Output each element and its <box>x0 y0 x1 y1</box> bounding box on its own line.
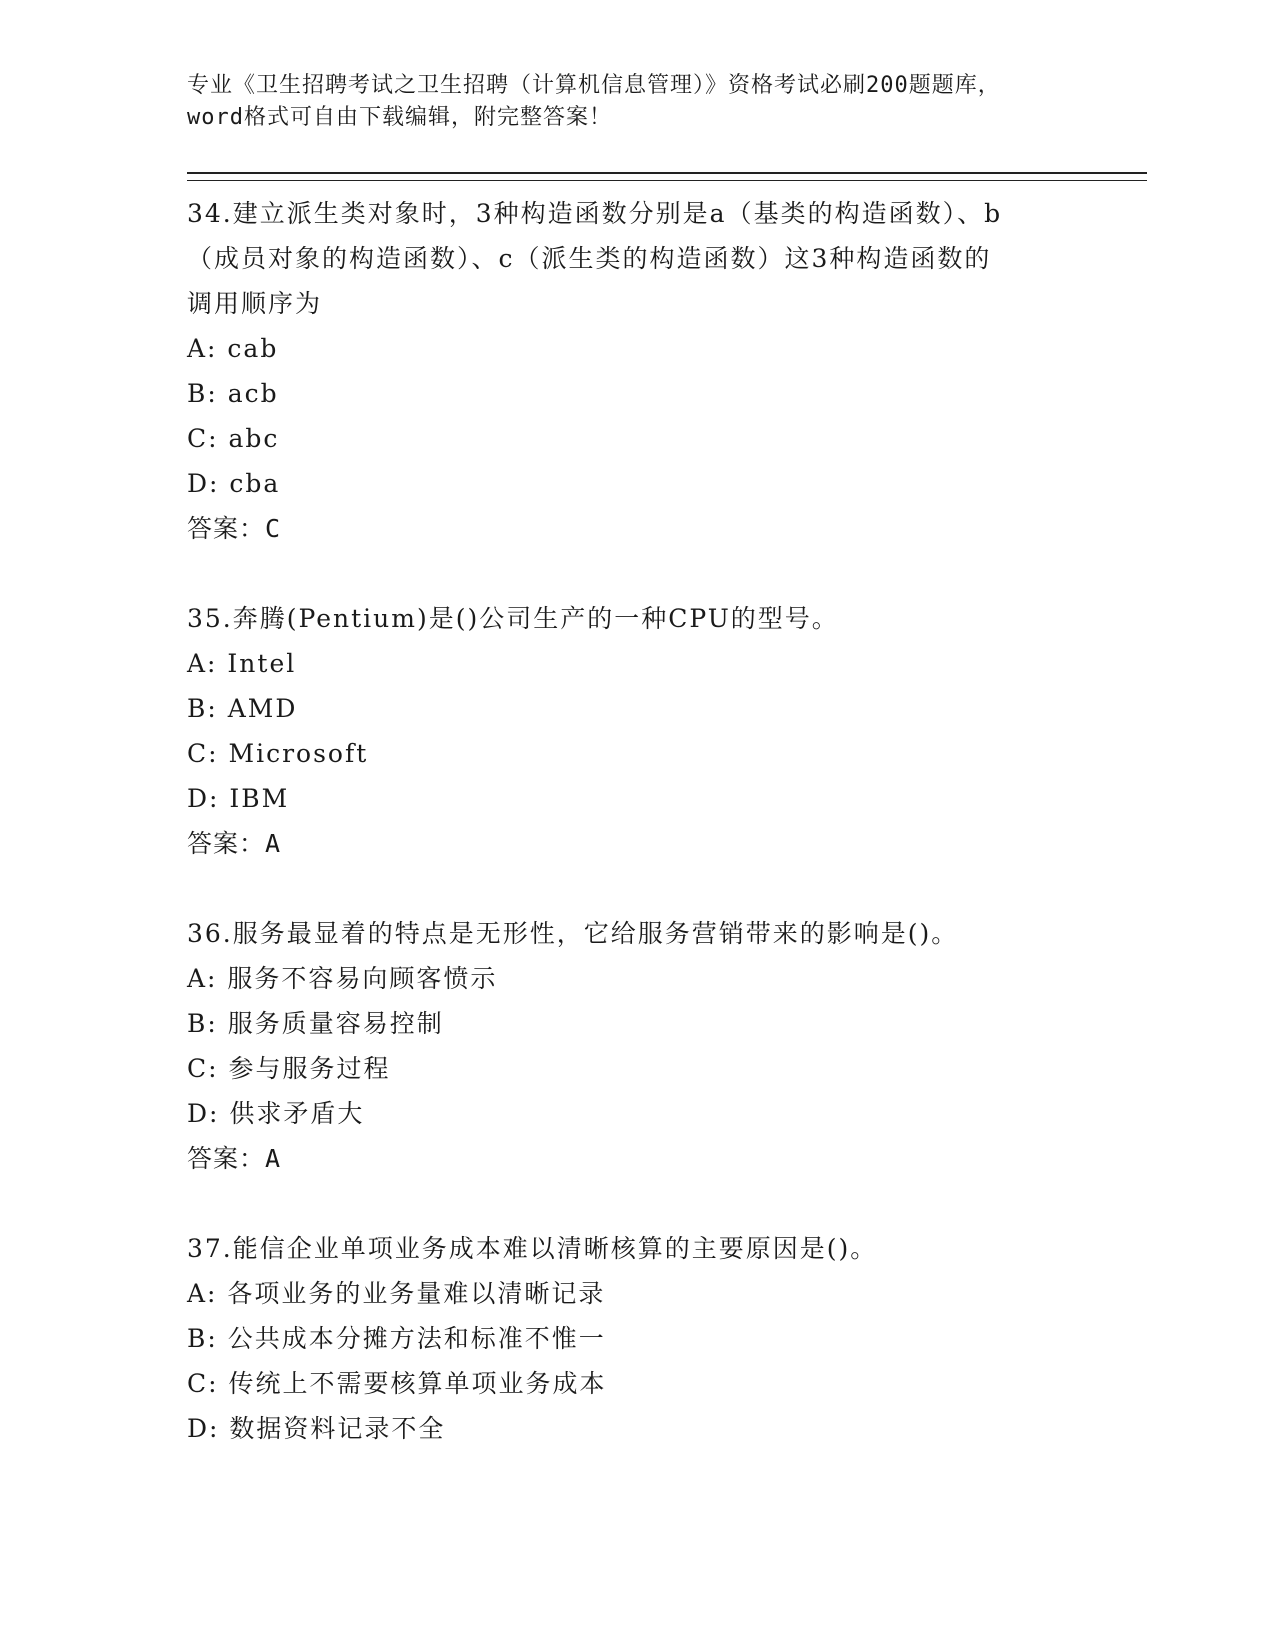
answer-key: 答案：A <box>187 829 282 858</box>
document-header <box>187 70 1147 134</box>
answer-key: 答案：A <box>187 1144 282 1173</box>
question-list <box>187 191 1147 1451</box>
answer-option: C: Microsoft <box>187 739 369 768</box>
question-spacer <box>187 551 1147 596</box>
question-stem-line: 调用顺序为 <box>187 289 323 318</box>
question-spacer <box>187 866 1147 911</box>
question-item <box>187 191 1147 551</box>
answer-option: B: 服务质量容易控制 <box>187 1009 444 1038</box>
question-item <box>187 1226 1147 1451</box>
question-item <box>187 911 1147 1181</box>
answer-option: D: 数据资料记录不全 <box>187 1414 446 1443</box>
question-stem-line: 36.服务最显着的特点是无形性，它给服务营销带来的影响是()。 <box>187 919 959 948</box>
document-page <box>187 70 1147 1451</box>
question-stem-line: 35.奔腾(Pentium)是()公司生产的一种CPU的型号。 <box>187 604 839 633</box>
answer-option: B: AMD <box>187 694 298 723</box>
answer-option: A: 服务不容易向顾客愤示 <box>187 964 498 993</box>
answer-option: C: abc <box>187 424 280 453</box>
question-spacer <box>187 1181 1147 1226</box>
header-divider <box>187 172 1147 181</box>
answer-option: D: cba <box>187 469 281 498</box>
header-line-2: word格式可自由下载编辑，附完整答案！ <box>187 105 612 130</box>
answer-option: D: IBM <box>187 784 290 813</box>
answer-option: A: 各项业务的业务量难以清晰记录 <box>187 1279 606 1308</box>
answer-key: 答案：C <box>187 514 282 543</box>
answer-option: D: 供求矛盾大 <box>187 1099 365 1128</box>
answer-option: A: cab <box>187 334 279 363</box>
answer-option: B: acb <box>187 379 279 408</box>
question-item <box>187 596 1147 866</box>
answer-option: C: 传统上不需要核算单项业务成本 <box>187 1369 607 1398</box>
answer-option: A: Intel <box>187 649 297 678</box>
question-stem-line: 34.建立派生类对象时，3种构造函数分别是a（基类的构造函数）、b <box>187 199 1003 228</box>
question-stem-line: 37.能信企业单项业务成本难以清晰核算的主要原因是()。 <box>187 1234 878 1263</box>
question-stem-line: （成员对象的构造函数）、c（派生类的构造函数）这3种构造函数的 <box>187 244 992 273</box>
answer-option: C: 参与服务过程 <box>187 1054 391 1083</box>
answer-option: B: 公共成本分摊方法和标准不惟一 <box>187 1324 606 1353</box>
header-line-1: 专业《卫生招聘考试之卫生招聘（计算机信息管理）》资格考试必刷200题题库， <box>187 73 1001 98</box>
